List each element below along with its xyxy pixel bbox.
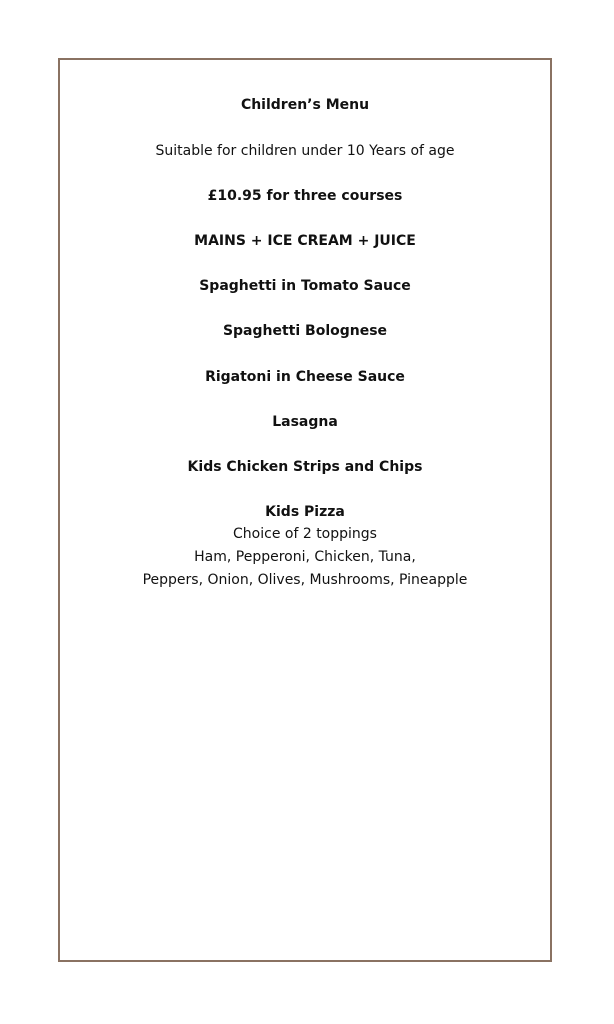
menu-item-kids-pizza: Kids Pizza (265, 504, 345, 520)
pizza-toppings-line1: Ham, Pepperoni, Chicken, Tuna, (194, 549, 416, 565)
menu-subtitle: Suitable for children under 10 Years of age (155, 143, 455, 159)
menu-item-chicken-strips: Kids Chicken Strips and Chips (187, 459, 423, 475)
pizza-toppings-line2: Peppers, Onion, Olives, Mushrooms, Pineapple (142, 572, 468, 588)
menu-price: £10.95 for three courses (207, 188, 403, 204)
menu-item-lasagna: Lasagna (272, 414, 338, 430)
menu-item-spaghetti-tomato: Spaghetti in Tomato Sauce (199, 278, 411, 294)
menu-title: Children’s Menu (240, 97, 370, 113)
menu-courses: MAINS + ICE CREAM + JUICE (194, 233, 416, 249)
menu-item-rigatoni-cheese: Rigatoni in Cheese Sauce (205, 369, 405, 385)
pizza-note: Choice of 2 toppings (233, 526, 377, 542)
menu-item-spaghetti-bolognese: Spaghetti Bolognese (222, 323, 388, 339)
menu-frame (58, 58, 552, 962)
